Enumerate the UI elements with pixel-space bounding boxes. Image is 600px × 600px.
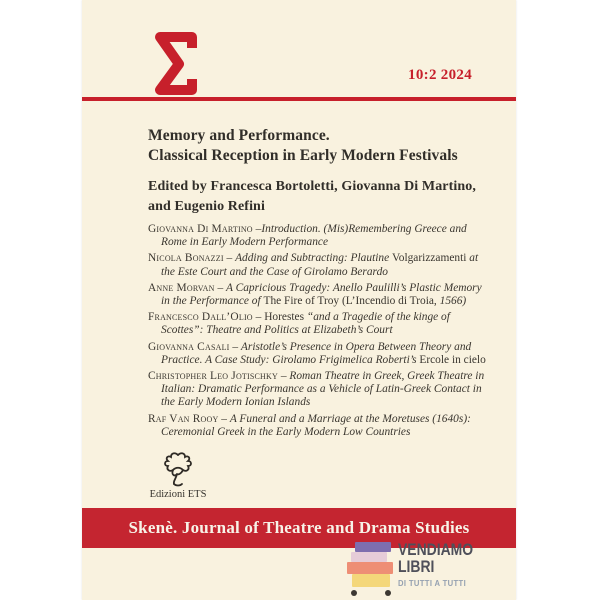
toc-title-italic: 1566) xyxy=(439,295,467,308)
toc-title-roman: – xyxy=(252,311,265,324)
toc-author-name: Anne Morvan xyxy=(148,281,215,294)
sigma-logo-icon xyxy=(146,28,200,98)
toc-entry xyxy=(148,282,492,308)
toc-title-italic: Introduction. (Mis)Remembering Greece and Rome in Early Modern Performance xyxy=(161,223,467,249)
book-bar-icon xyxy=(355,542,391,552)
toc-entry xyxy=(148,341,492,367)
editors xyxy=(148,177,476,217)
journal-banner-title: Skenè. Journal of Theatre and Drama Studies xyxy=(128,518,470,537)
toc-title-italic: Adding and Subtracting: Plautine xyxy=(235,252,392,265)
toc-title-italic: “and a Tragedie of the kinge of Scottes”: Theatre and Politics at Elizabeth’s Court xyxy=(161,311,450,337)
cart-wheel-icon xyxy=(351,590,357,596)
printer-mark-icon xyxy=(162,451,194,487)
issue-number: 10:2 2024 xyxy=(408,67,472,83)
toc-title-roman: Horestes xyxy=(264,311,307,324)
bookseller-watermark xyxy=(345,538,480,598)
toc-title-roman: – xyxy=(214,281,227,294)
toc-title-italic: at the Este Court and the Case of Girolamo Berardo xyxy=(161,252,479,278)
editors-line2: and Eugenio Refini xyxy=(148,199,265,214)
toc-title-roman: – xyxy=(223,252,236,265)
toc-title-italic: Roman Theatre in Greek, Greek Theatre in Italian: Dramatic Performance as a Vehicle of Latin-Greek Contact in the Early Modern Ionian Islands xyxy=(161,370,485,409)
toc-author-name: Raf Van Rooy xyxy=(148,412,219,425)
red-divider xyxy=(82,97,516,101)
cover-title-line2: Classical Reception in Early Modern Festivals xyxy=(148,147,458,164)
toc-title-roman: – xyxy=(229,340,241,353)
book-stack-icon xyxy=(345,538,397,598)
watermark-tagline: DI TUTTI A TUTTI xyxy=(398,578,467,588)
book-bar-icon xyxy=(352,574,390,588)
toc-entry xyxy=(148,252,492,278)
table-of-contents xyxy=(148,223,492,442)
publisher-name: Edizioni ETS xyxy=(149,489,207,500)
cover-title-line1: Memory and Performance. xyxy=(148,127,330,144)
toc-title-roman: – xyxy=(278,370,290,383)
toc-title-roman: Ercole in cielo xyxy=(419,353,486,366)
toc-author-name: Giovanna Casali xyxy=(148,340,230,353)
toc-author-name: Christopher Leo Jotischky xyxy=(148,370,278,383)
book-bar-icon xyxy=(351,552,387,563)
toc-entry xyxy=(148,223,492,249)
cart-wheel-icon xyxy=(385,590,391,596)
editors-line1: Edited by Francesca Bortoletti, Giovanna Di Martino, xyxy=(148,179,476,194)
toc-title-italic: A Funeral and a Marriage at the Moretuses (1640s): Ceremonial Greek in the Early Modern Low Countries xyxy=(161,412,471,438)
toc-author-name: Francesco Dall’Olio xyxy=(148,311,253,324)
toc-entry xyxy=(148,311,492,337)
toc-title-roman: Volgarizzamenti xyxy=(392,252,467,265)
toc-author-name: Giovanna Di Martino xyxy=(148,223,253,235)
cover-title xyxy=(148,126,458,166)
toc-entry xyxy=(148,413,492,439)
toc-title-italic: Aristotle’s Presence in Opera Between Theory and Practice. A Case Study: Girolamo Frigimelica Roberti’s xyxy=(161,340,472,366)
watermark-line1: VENDIAMO xyxy=(398,540,474,559)
toc-author-name: Nicola Bonazzi xyxy=(148,252,224,265)
toc-title-roman: The Fire of Troy (L’Incendio di Troia, xyxy=(263,295,440,308)
book-cover xyxy=(82,0,516,600)
toc-title-roman: – xyxy=(218,412,230,425)
book-bar-icon xyxy=(347,562,393,574)
toc-title-roman: – xyxy=(252,223,262,235)
watermark-line2: LIBRI xyxy=(398,557,435,576)
toc-title-italic: A Capricious Tragedy: Anello Paulilli’s Plastic Memory in the Performance of xyxy=(161,281,482,308)
toc-entry xyxy=(148,370,492,410)
